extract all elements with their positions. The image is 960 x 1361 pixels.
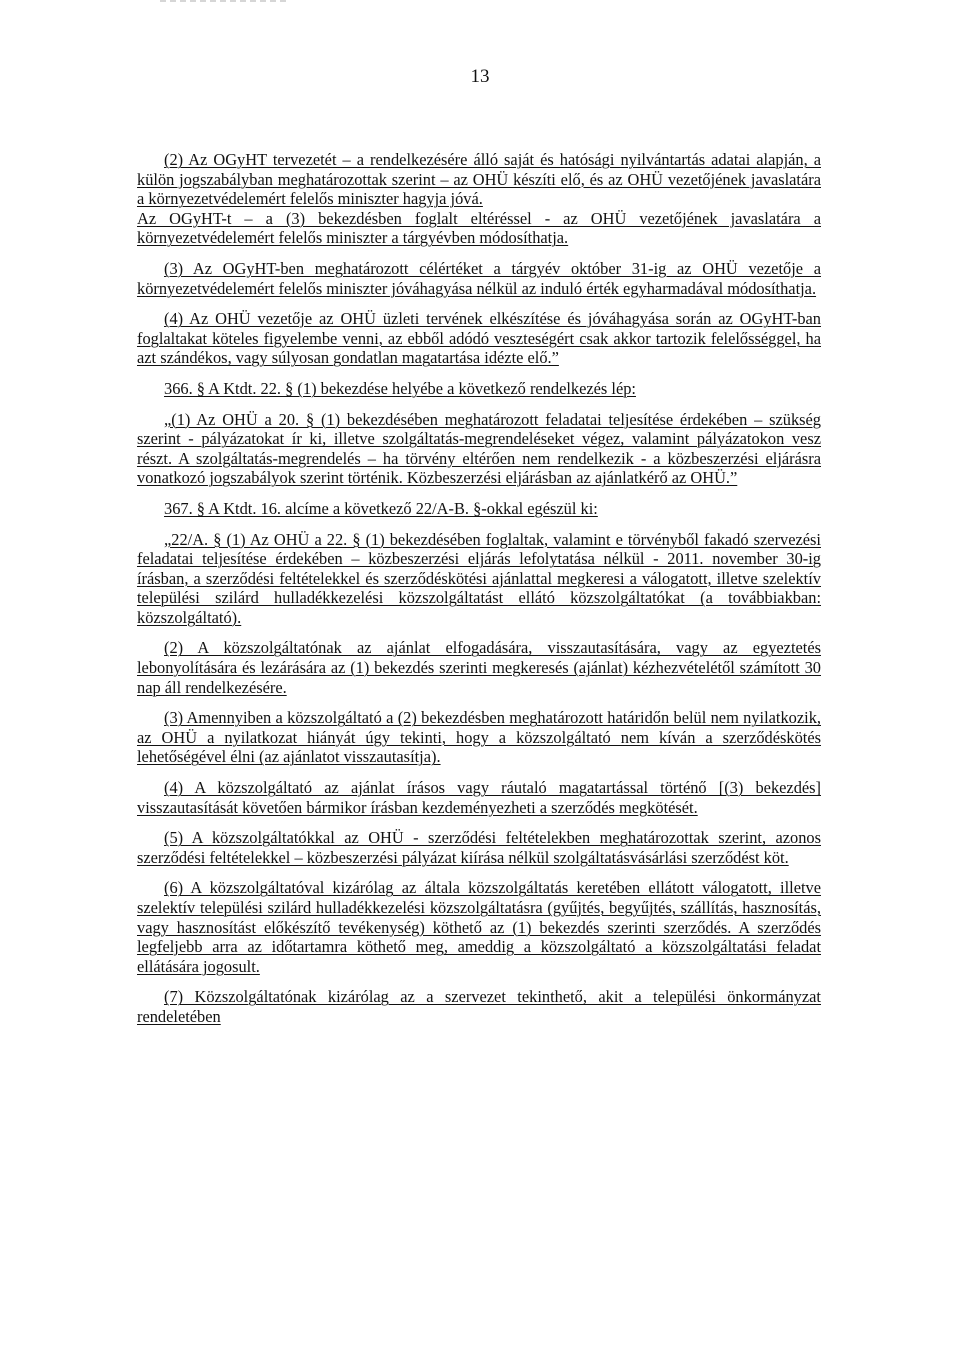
- paragraph-4-business-plan: (4) Az OHÜ vezetője az OHÜ üzleti tervének elkészítése és jóváhagyása során az OGyHT-ban foglaltakat köteles figyelembe venni, az ebből adódó veszteségért csak akkor tartozik felelősséggel, ha azt szándékos, vagy súlyosan gondatlan magatartása idézte elő.”: [137, 309, 821, 368]
- paragraph-22a-7: (7) Közszolgáltatónak kizárólag az a szervezet tekinthető, akit a települési önkormányzat rendeletében: [137, 987, 821, 1026]
- scan-artifact: [160, 0, 290, 2]
- paragraph-22a-6: (6) A közszolgáltatóval kizárólag az általa közszolgáltatás keretében ellátott válogatott, illetve szelektív települési szilárd hulladékkezelési közszolgáltatásra (gyűjtés, begyűjtés, szállítás, hasznosítás, vagy hasznosítást előkészítő tevékenység) köthető az (1) bekezdés szerinti szerződés. A szerződés legfeljebb arra az időtartamra köthető meg, ameddig a közszolgáltató a közszolgáltatási feladat ellátására jogosult.: [137, 878, 821, 976]
- paragraph-22a-2: (2) A közszolgáltatónak az ajánlat elfogadására, visszautasítására, vagy az egyeztetés lebonyolítására és lezárására az (1) bekezdés szerinti megkeresés (ajánlat) kézhezvételétől számított 30 nap áll rendelkezésére.: [137, 638, 821, 697]
- page-number: 13: [470, 66, 490, 87]
- amendment-367: 367. § A Ktdt. 16. alcíme a következő 22/A-B. §-okkal egészül ki:: [164, 498, 598, 518]
- paragraph-22a-1: „22/A. § (1) Az OHÜ a 22. § (1) bekezdésében foglaltak, valamint e törvényből fakadó szervezési feladatai teljesítése érdekében – közbeszerzési eljárás lefolytatása nélkül - 2011. november 30-ig írásban, a szerződési feltételekkel és szerződéskötési ajánlattal megkeresi a válogatott, illetve szelektív települési szilárd hulladékkezelési közszolgáltatást ellátó közszolgáltatókat (a továbbiakban: közszolgáltató).: [137, 529, 821, 627]
- paragraph-22a-5: (5) A közszolgáltatókkal az OHÜ - szerződési feltételekben meghatározottak szerint, azonos szerződési feltételekkel – közbeszerzési pályázat kiírása nélkül szolgáltatásvásárlási szerződést köt.: [137, 828, 821, 867]
- document-body: [137, 150, 821, 1038]
- paragraph-2-ogyht-draft: (2) Az OGyHT tervezetét – a rendelkezésére álló saját és hatósági nyilvántartás adatai alapján, a külön jogszabályban meghatározottak szerint – az OHÜ készíti elő, és az OHÜ vezetőjének javaslatára a környezetvédelemért felelős miniszter hagyja jóvá.: [137, 150, 821, 209]
- amendment-366: 366. § A Ktdt. 22. § (1) bekezdése helyébe a következő rendelkezés lép:: [164, 378, 636, 398]
- paragraph-22a-3: (3) Amennyiben a közszolgáltató a (2) bekezdésben meghatározott határidőn belül nem nyilatkozik, az OHÜ a nyilatkozat hiányát úgy tekinti, hogy a közszolgáltató nem kíván a szerződéskötés lehetőségével élni (az ajánlatot visszautasítja).: [137, 708, 821, 767]
- paragraph-ogyht-modification: Az OGyHT-t – a (3) bekezdésben foglalt eltéréssel - az OHÜ vezetőjének javaslatára a környezetvédelemért felelős miniszter a tárgyévben módosíthatja.: [137, 208, 821, 248]
- paragraph-1-ohu-tasks: „(1) Az OHÜ a 20. § (1) bekezdésében meghatározott feladatai teljesítése érdekében – szükség szerint - pályázatokat ír ki, illetve szolgáltatás-megrendeléseket végez, valamint pályázatokon vesz részt. A szolgáltatás-megrendelés – ha törvény eltérően nem rendelkezik - a közbeszerzési eljárásra vonatkozó jogszabályok szerint történik. Közbeszerzési eljárásban az ajánlatkérő az OHÜ.”: [137, 409, 821, 488]
- paragraph-22a-4: (4) A közszolgáltató az ajánlat írásos vagy ráutaló magatartással történő [(3) bekezdés] visszautasítását követően bármikor írásban kezdeményezheti a szerződés megkötését.: [137, 778, 821, 817]
- paragraph-3-target-value: (3) Az OGyHT-ben meghatározott célértéket a tárgyév október 31-ig az OHÜ vezetője a környezetvédelemért felelős miniszter jóváhagyása nélkül az induló érték egyharmadával módosíthatja.: [137, 258, 821, 298]
